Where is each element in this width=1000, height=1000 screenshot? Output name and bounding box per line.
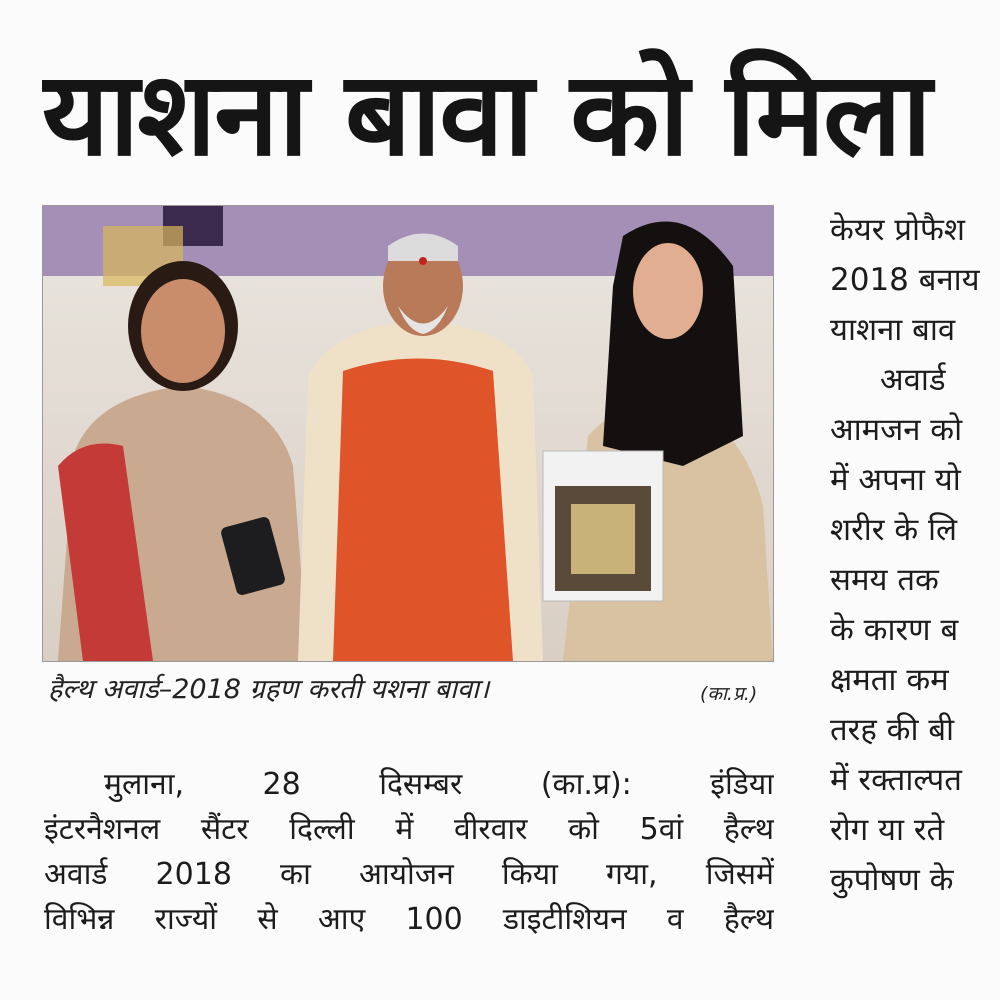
body-line: इंटरनैशनल सैंटर दिल्ली में वीरवार को 5वां हैल्थ — [44, 812, 774, 847]
side-line: समय तक — [830, 562, 939, 598]
body-line: अवार्ड 2018 का आयोजन किया गया, जिसमें — [44, 857, 774, 892]
side-line: में अपना यो — [830, 462, 961, 498]
headline: याशना बावा को मिला — [42, 47, 930, 182]
side-line: शरीर के लि — [830, 512, 958, 548]
side-line: में रक्ताल्पत — [830, 762, 962, 798]
side-line: 2018 बनाय — [830, 262, 980, 298]
side-line: रोग या रते — [830, 812, 945, 848]
side-line: तरह की बी — [830, 712, 955, 748]
body-line: विभिन्न राज्यों से आए 100 डाइटीशियन व हैल्थ — [44, 902, 774, 937]
award-ceremony-photo — [42, 205, 774, 662]
article-body — [44, 762, 774, 942]
body-line: मुलाना, 28 दिसम्बर (का.प्र): इंडिया — [104, 767, 774, 802]
side-column — [830, 205, 1000, 1000]
side-line: अवार्ड — [880, 362, 946, 398]
side-line: आमजन को — [830, 412, 963, 448]
side-line: के कारण ब — [830, 612, 959, 648]
side-line: क्षमता कम — [830, 662, 949, 698]
side-line: कुपोषण के — [830, 862, 954, 898]
side-line: केयर प्रोफैश — [830, 212, 965, 248]
photo-caption — [48, 672, 778, 708]
caption-credit: (का.प्र.) — [700, 683, 758, 705]
award-plaque — [543, 451, 663, 601]
caption-text: हैल्थ अवार्ड–2018 ग्रहण करती यशना बावा। — [48, 674, 490, 705]
side-line: याशना बाव — [830, 312, 956, 348]
